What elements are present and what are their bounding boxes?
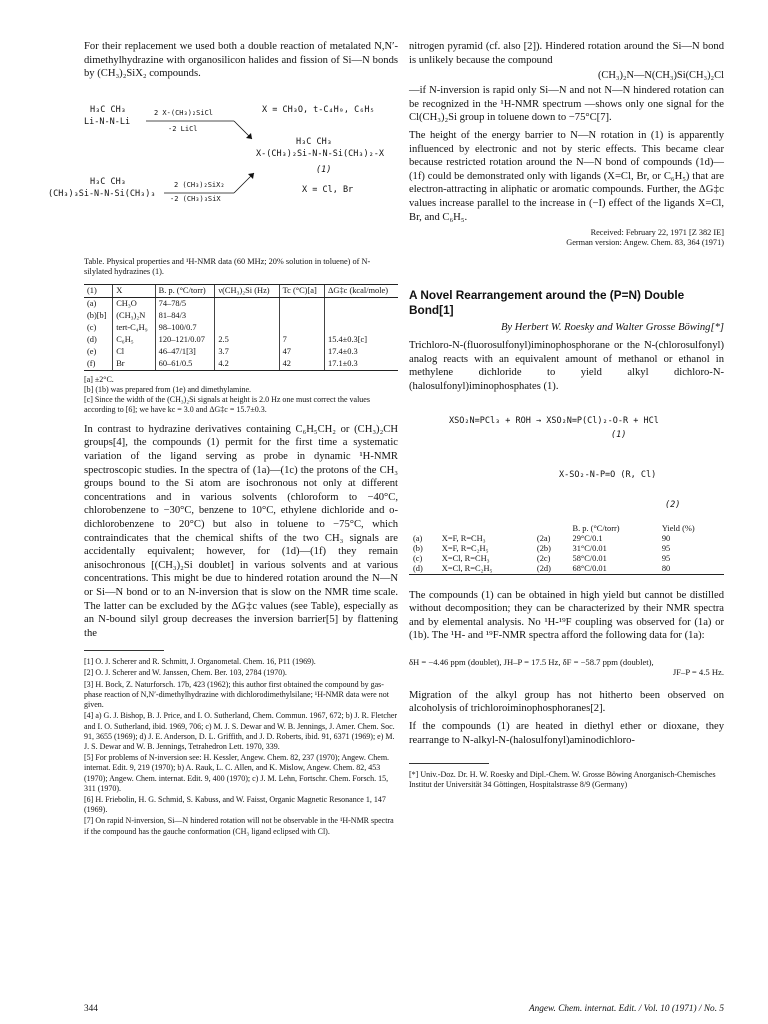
table-header-row	[84, 284, 398, 297]
table-row	[84, 310, 398, 322]
paragraph: Trichloro-N-(fluorosulfonyl)iminophosphorane or the N-(chlorosulfonyl) analog reacts with an equivalent amount of methanol or ethanol in methylene dichloride to yield alkyl dichloro-N-(halosulfonyl)iminophosphates (1).	[409, 340, 724, 392]
reference-item: [2] O. J. Scherer and W. Janssen, Chem. Ber. 103, 2784 (1970).	[84, 668, 287, 678]
table-cell	[215, 322, 279, 334]
table-note: [a] ±2°C.	[84, 374, 114, 384]
table-cell	[215, 297, 279, 310]
table-header-cell: Tc (°C)[a]	[279, 284, 324, 297]
table-cell: (f)	[84, 358, 113, 371]
product: X-(CH₃)₂Si-N-N-Si(CH₃)₂-X	[256, 148, 384, 159]
yield-cell: (d)	[409, 564, 438, 575]
paragraph: If the compounds (1) are heated in diethyl ether or dioxane, they rearrange to N-alkyl-N-(halosulfonyl)aminodichloro-	[409, 721, 724, 746]
yield-header-cell: Yield (%)	[661, 523, 695, 533]
nmr-data-line-1: δH = −4.46 ppm (doublet), JH–P = 17.5 Hz, δF = −58.7 ppm (doublet),	[409, 656, 654, 667]
yield-cell: (2b)	[536, 543, 551, 553]
reactant-2-methyls: H₃C CH₃	[90, 176, 126, 187]
table-cell: 47	[279, 346, 324, 358]
equation-2-number: (2)	[665, 499, 681, 510]
yield-cell: 80	[658, 564, 724, 575]
reagent-2: 2 (CH₃)₂SiX₂	[174, 180, 225, 189]
table-body	[84, 297, 398, 370]
table-cell: (c)	[87, 322, 97, 332]
formula: (CH₃)₂N—N(CH₃)Si(CH₃)₂Cl	[597, 70, 724, 82]
paragraph: For their replacement we used both a double reaction of metalated N,N′-dimethylhydrazine with organosilicon halides and fission of Si—N bonds by (CH₃)₂SiX₂ compounds.	[84, 41, 398, 80]
paragraph: nitrogen pyramid (cf. also [2]). Hindered rotation around the Si—N bond is unlikely because the compound	[409, 41, 724, 66]
table-row	[84, 358, 398, 371]
article-title: A Novel Rearrangement around the (P=N) Double Bond[1]	[409, 288, 685, 318]
equation-1: XSO₂N=PCl₃ + ROH → XSO₂N=P(Cl)₂-O-R + HCl	[449, 415, 659, 426]
product-number: (1)	[316, 164, 332, 175]
paragraph: The compounds (1) can be obtained in high yield but cannot be distilled without decomposition; they can be characterized by their NMR spectra and by elemental analysis. No ¹H-¹⁹F coupling was observed for (1a) or (1b). The ¹H- and ¹⁹F-NMR spectra afford the following data for (1a):	[409, 589, 724, 642]
author-footnote: [*] Univ.-Doz. Dr. H. W. Roesky and Dipl.-Chem. W. Grosse Böwing Anorganisch-Chemisches Institut der Universität 34 Göttingen, Hospitalstrasse 8/9 (Germany)	[409, 770, 716, 790]
yield-cell: (a)	[413, 533, 423, 543]
table-row	[84, 322, 398, 334]
paragraph: —if N-inversion is rapid only Si—N and not N—N hindered rotation can be recognized in the ¹H-NMR spectrum —shows only one signal for the Cl(CH₃)₂Si group in toluene down to −75°C[7].	[409, 85, 724, 124]
product-methyls: H₃C CH₃	[296, 136, 332, 147]
yield-header-cell	[438, 524, 533, 534]
table-cell: 81–84/3	[155, 310, 215, 322]
table-cell: (CH₃)₂N	[113, 310, 155, 322]
table-cell: 42	[279, 358, 324, 371]
table-cell	[215, 310, 279, 322]
yield-cell: (2a)	[536, 533, 551, 543]
yield-table	[409, 524, 724, 575]
yield-header-row	[409, 524, 724, 534]
substituent-set-1: X = CH₃O, t-C₄H₉, C₆H₅	[262, 104, 375, 115]
scheme-arrows	[84, 81, 398, 251]
table-header-cell: (1)	[84, 284, 113, 297]
table-note: [b] (1b) was prepared from (1e) and dimethylamine.	[84, 384, 252, 394]
table-header-cell: B. p. (°C/torr)	[155, 284, 215, 297]
yield-cell: 90	[661, 533, 671, 543]
table-cell	[279, 322, 324, 334]
table-cell: 4.2	[215, 358, 279, 371]
table-cell: 7	[279, 334, 324, 346]
table-row	[84, 297, 398, 310]
yield-row	[409, 544, 724, 554]
table-cell: (e)	[87, 346, 97, 356]
left-column	[48, 40, 398, 838]
yield-row	[409, 564, 724, 575]
reactant-1: Li-N-N-Li	[84, 116, 131, 127]
yield-cell: 68°C/0.01	[569, 564, 658, 575]
yield-row	[409, 554, 724, 564]
yield-table-wrapper	[409, 524, 724, 575]
table-cell: 98–100/0.7	[155, 322, 215, 334]
table-cell: Cl	[113, 346, 155, 358]
reference-item: [6] H. Friebolin, H. G. Schmid, S. Kabuss, and W. Faisst, Organic Magnetic Resonance 1, 147 (1969).	[84, 794, 386, 815]
table-cell: 15.4±0.3[c]	[325, 334, 398, 346]
yield-cell: X=Cl, R=C₂H₅	[438, 564, 533, 575]
yield-header-cell	[409, 524, 438, 534]
german-version: German version: Angew. Chem. 83, 364 (1971)	[566, 238, 724, 248]
table-cell: (d)	[87, 334, 97, 344]
references	[84, 657, 398, 836]
footnote-divider	[409, 763, 489, 764]
table-notes	[84, 375, 398, 415]
table-cell: (b)[b]	[87, 310, 107, 320]
yield-cell: (b)	[413, 543, 423, 553]
substituent-set-2: X = Cl, Br	[302, 184, 354, 195]
table-cell	[325, 310, 398, 322]
right-column	[409, 40, 724, 791]
table-cell: 17.1±0.3	[325, 358, 398, 371]
table-header-cell: X	[113, 284, 155, 297]
reactant-1-methyls: H₃C CH₃	[90, 104, 126, 115]
yield-cell: (2d)	[533, 564, 569, 575]
properties-table	[84, 284, 398, 371]
yield-cell: X=F, R=C₂H₅	[441, 543, 489, 553]
reference-item: [4] a) G. J. Bishop, B. J. Price, and I. O. Sutherland, Chem. Commun. 1967, 672; b) J. R. Fletcher and I. O. Sutherland, ibid. 1969, 706; c) M. J. S. Dewar and W. B. Jennings, J. Amer. Chem. Soc. 91, 3655 (1969); d) J. E. Anderson, D. L. Griffith, and J. D. Roberts, ibid. 91, 6371 (1969); e) M. J. S. Dewar and W. B. Jennings, Tetrahedron Lett. 1970, 339.	[84, 711, 398, 751]
table-cell: 60–61/0.5	[155, 358, 215, 371]
byproduct-2: -2 (CH₃)₃SiX	[170, 194, 221, 203]
reaction-scheme	[48, 81, 398, 251]
yield-cell: (c)	[413, 553, 423, 563]
table-caption: Table. Physical properties and ¹H-NMR data (60 MHz; 20% solution in toluene) of N-silylated hydrazines (1).	[84, 256, 371, 277]
table-cell: 46–47/1[3]	[155, 346, 215, 358]
table-cell	[325, 322, 398, 334]
yield-cell: 95	[661, 543, 671, 553]
table-cell: 74–78/5	[155, 297, 215, 310]
yield-cell: X=Cl, R=CH₃	[441, 553, 490, 563]
yield-body	[409, 534, 724, 575]
table-cell: Br	[113, 358, 155, 371]
equation-block	[409, 394, 724, 518]
nmr-data-line-2: JF–P = 4.5 Hz.	[672, 666, 724, 677]
page-number: 344	[84, 1004, 98, 1014]
byproduct-1: -2 LiCl	[168, 124, 198, 133]
reference-divider	[84, 650, 164, 651]
article-authors: By Herbert W. Roesky and Walter Grosse Böwing[*]	[500, 322, 724, 334]
table-cell	[279, 310, 324, 322]
reference-item: [7] On rapid N-inversion, Si—N hindered rotation will not be observable in the ¹H-NMR spectra if the compound has the gauche conformation (CH₃ ligand eclipsed with Cl).	[84, 816, 394, 836]
table-cell	[279, 297, 324, 310]
table-header-cell: ν(CH₃)₂Si (Hz)	[215, 284, 279, 297]
yield-cell: 29°C/0.1	[572, 533, 603, 543]
table-row	[84, 346, 398, 358]
table-header-cell: ΔG‡c (kcal/mole)	[325, 284, 398, 297]
table-cell: 2.5	[215, 334, 279, 346]
yield-cell: (2c)	[536, 553, 551, 563]
table-cell: C₆H₅	[113, 334, 155, 346]
paragraph: In contrast to hydrazine derivatives containing C₆H₅CH₂ or (CH₃)₂CH groups[4], the compounds (1) permit for the first time a systematic variation of the ligand serving as probe in dynamic ¹H-NMR spectroscopic studies. In the spectra of (1a)—(1c) the protons of the CH₃ groups bound to the Si atom are isochronous not only at different concentrations and in various solvents (chloroform to −40°C, chlorobenzene to −30°C, benzene to 10°C, ethylene dichloride and o-dichlorobenzene to 20°C) but also in toluene to −75°C, which contraindicates that the chemical shifts of the two CH₃ signals are accidentally equivalent; however, for (1d)—(1f) they remain anisochronous [(CH₃)₂Si doublet] in various solvents and at various concentrations. This might be due to hindered rotation around the N—N or Si—N bond or to an N-inversion that is slow on the NMR time scale. The latter can be excluded by the ΔG‡c values (see Table), especially as an N-bound silyl group decreases the inversion barrier[5] by flattening the	[84, 423, 398, 639]
table-cell	[325, 297, 398, 310]
table-cell: tert-C₄H₉	[113, 322, 155, 334]
reference-item: [5] For problems of N-inversion see: H. Kessler, Angew. Chem. 82, 237 (1970); Angew. Chem. internat. Edit. 9, 219 (1970); b) A. Rauk, L. C. Allen, and K. Mislow, Angew. Chem. 82, 453 (1970); Angew. Chem. internat. Edit. 9, 400 (1970); c) J. M. Lehn, Fortschr. Chem. Forsch. 15, 311 (1970).	[84, 753, 390, 793]
reference-item: [3] H. Bock, Z. Naturforsch. 17b, 423 (1962); this author first obtained the compound by gas-phase reaction of N,N′-dimethylhydrazine with dichlorodimethylsilane; ¹H-NMR data were not given.	[84, 679, 389, 710]
table-cell: CH₃O	[113, 297, 155, 310]
reagent-1: 2 X-(CH₃)₂SiCl	[154, 108, 214, 117]
table-cell: (a)	[87, 298, 97, 308]
table-note: [c] Since the width of the (CH₃)₂Si signals at height is 2.0 Hz one must correct the values according to [6]; we have kc = 3.0 and ΔG‡c = 15.7±0.3.	[84, 394, 370, 414]
yield-header-cell	[533, 524, 569, 534]
table-cell: 17.4±0.3	[325, 346, 398, 358]
paragraph: Migration of the alkyl group has not hitherto been observed on alcoholysis of trichloroiminophosphoranes[2].	[409, 689, 724, 715]
equation-1-number: (1)	[611, 429, 627, 440]
equation-2: X-SO₂-N-P=O (R, Cl)	[559, 469, 657, 480]
table-cell: 3.7	[215, 346, 279, 358]
yield-cell: X=F, R=CH₃	[441, 533, 486, 543]
journal-citation: Angew. Chem. internat. Edit. / Vol. 10 (1971) / No. 5	[528, 1004, 724, 1014]
table-cell: 120–121/0.07	[155, 334, 215, 346]
reference-item: [1] O. J. Scherer and R. Schmitt, J. Organometal. Chem. 16, P11 (1969).	[84, 657, 316, 667]
paragraph: The height of the energy barrier to N—N rotation in (1) is apparently influenced by electronic and not by steric effects. This became clear because restricted rotation around the N—N bond of compounds (1d)—(1f) could be demonstrated only with ligands (X=Cl, Br, or C₆H₅) that are electron-attracting in aliphatic or aromatic compounds. Further, the ΔG‡c values increase parallel to the increase in (−I) effect of the ligands X=Cl, Br, and C₆H₅.	[409, 129, 724, 223]
reactant-2: (CH₃)₃Si-N-N-Si(CH₃)₃	[48, 188, 156, 199]
yield-header-cell: B. p. (°C/torr)	[572, 523, 620, 533]
yield-cell: 58°C/0.01	[572, 553, 607, 563]
yield-row	[409, 534, 724, 544]
yield-cell: 95	[661, 553, 671, 563]
yield-cell: 31°C/0.01	[572, 543, 607, 553]
received-date: Received: February 22, 1971 [Z 382 IE]	[590, 228, 724, 238]
table-row	[84, 334, 398, 346]
